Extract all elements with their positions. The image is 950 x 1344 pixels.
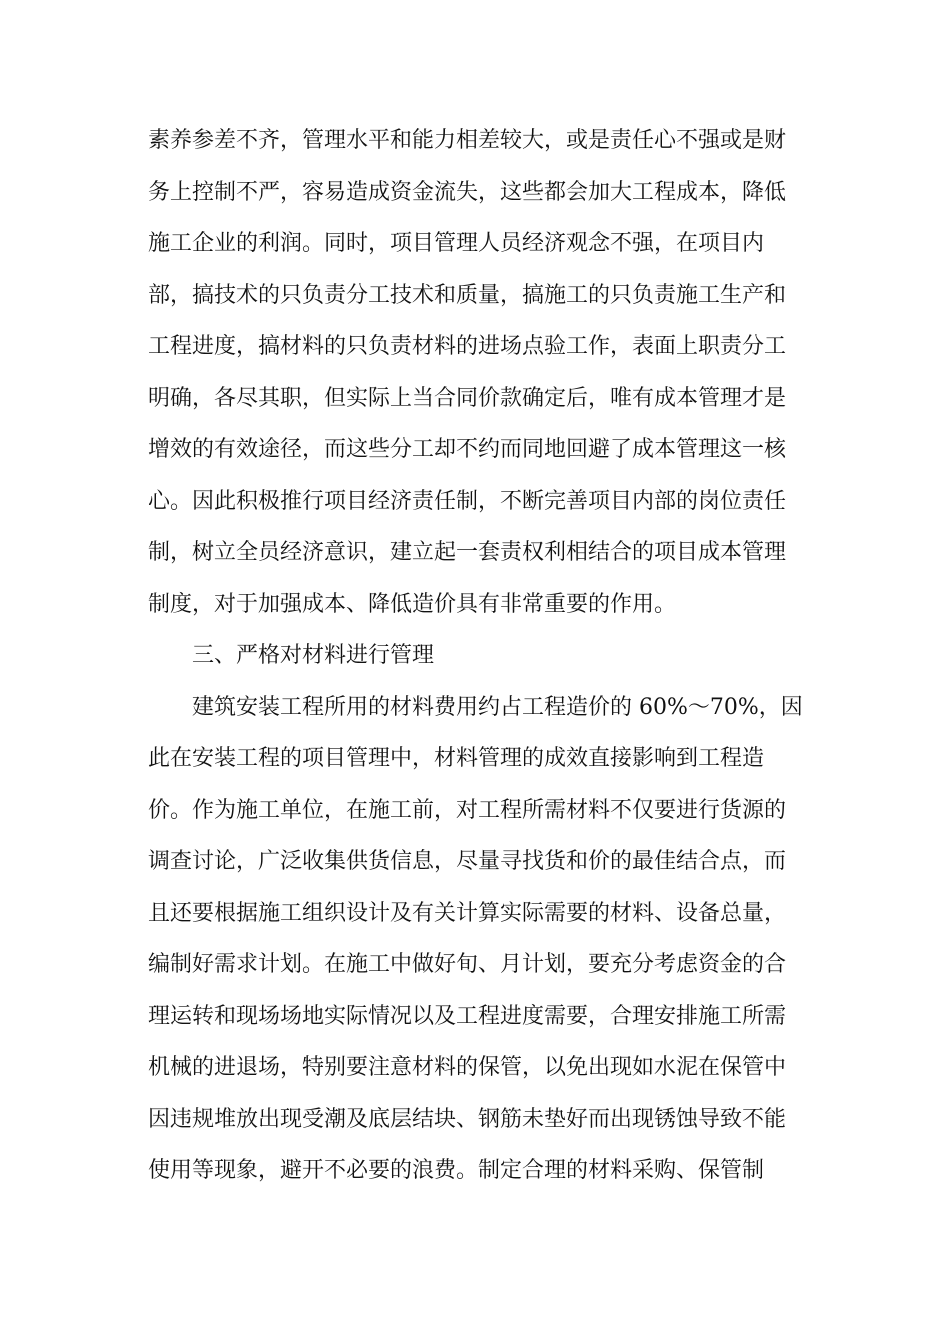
text-line: 使用等现象，避开不必要的浪费。制定合理的材料采购、保管制 bbox=[148, 1158, 765, 1183]
text-line: 且还要根据施工组织设计及有关计算实际需要的材料、设备总量， bbox=[148, 900, 787, 926]
text-line: 心。因此积极推行项目经济责任制，不断完善项目内部的岗位责任 bbox=[148, 488, 787, 514]
text-line: 明确，各尽其职，但实际上当合同价款确定后，唯有成本管理才是 bbox=[148, 385, 787, 411]
text-line: 增效的有效途径，而这些分工却不约而同地回避了成本管理这一核 bbox=[148, 437, 787, 462]
text-line: 价。作为施工单位，在施工前，对工程所需材料不仅要进行货源的 bbox=[148, 797, 787, 823]
text-line: 此在安装工程的项目管理中，材料管理的成效直接影响到工程造 bbox=[148, 746, 765, 771]
text-line: 建筑安装工程所用的材料费用约占工程造价的 60%～70%，因 bbox=[192, 694, 803, 720]
text-line: 工程进度，搞材料的只负责材料的进场点验工作，表面上职责分工 bbox=[148, 334, 787, 359]
body-text bbox=[148, 115, 808, 1197]
text-line: 务上控制不严，容易造成资金流失，这些都会加大工程成本，降低 bbox=[148, 179, 787, 205]
text-line: 制，树立全员经济意识，建立起一套责权利相结合的项目成本管理 bbox=[148, 540, 787, 565]
text-line: 理运转和现场场地实际情况以及工程进度需要，合理安排施工所需 bbox=[148, 1003, 787, 1029]
text-line: 部，搞技术的只负责分工技术和质量，搞施工的只负责施工生产和 bbox=[148, 282, 787, 308]
text-line: 施工企业的利润。同时，项目管理人员经济观念不强，在项目内 bbox=[148, 231, 765, 256]
section-heading: 三、严格对材料进行管理 bbox=[192, 643, 435, 668]
text-line: 素养参差不齐，管理水平和能力相差较大，或是责任心不强或是财 bbox=[148, 128, 787, 153]
text-line: 制度，对于加强成本、降低造价具有非常重要的作用。 bbox=[148, 591, 677, 617]
text-line: 机械的进退场，特别要注意材料的保管，以免出现如水泥在保管中 bbox=[148, 1055, 787, 1080]
text-line: 因违规堆放出现受潮及底层结块、钢筋未垫好而出现锈蚀导致不能 bbox=[148, 1106, 787, 1132]
text-line: 调查讨论，广泛收集供货信息，尽量寻找货和价的最佳结合点，而 bbox=[148, 849, 787, 874]
text-line: 编制好需求计划。在施工中做好旬、月计划，要充分考虑资金的合 bbox=[148, 952, 787, 977]
